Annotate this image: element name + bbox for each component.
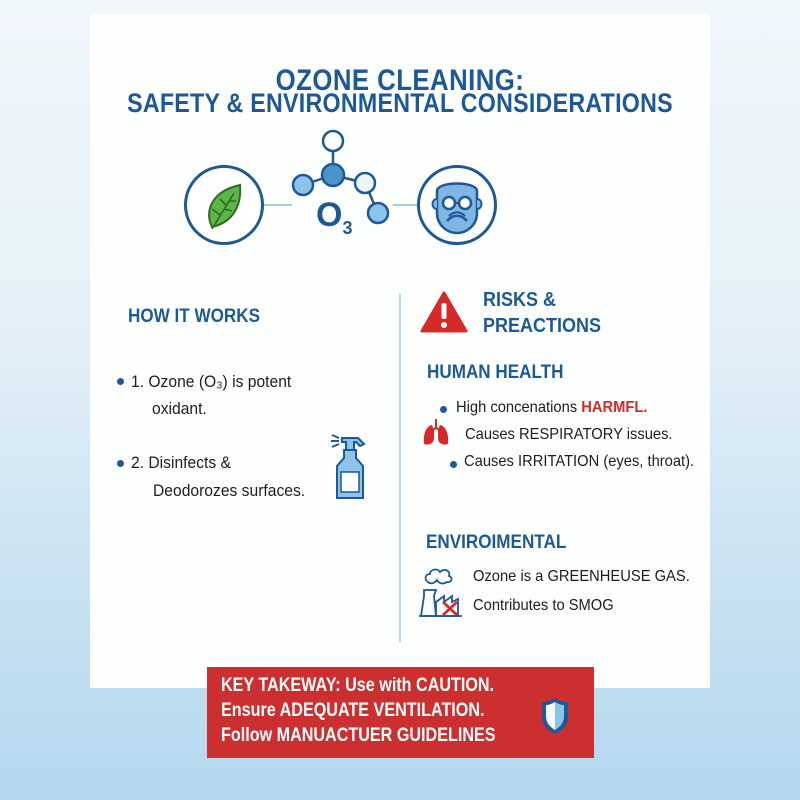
health-item-1-text: High concenations [456,399,582,416]
how-item-2-line2: Deodorozes surfaces. [153,481,306,500]
env-item-2: Contributes to SMOG [473,597,614,614]
harmful-highlight: HARMFL. [581,399,648,416]
leaf-icon [182,163,266,247]
warning-triangle-icon [420,290,468,334]
health-item-3: Causes IRRITATION (eyes, throat). [464,453,695,470]
health-item-2: Causes RESPIRATORY issues. [465,426,673,443]
lungs-icon [421,417,451,447]
factory-pollution-icon [418,566,464,618]
bullet-icon [450,461,457,468]
takeaway-line-2: Ensure ADEQUATE VENTILATION. [221,700,485,721]
spray-bottle-icon [330,432,374,502]
risks-heading-line2: PREACTIONS [483,315,602,337]
ozone-formula [316,196,353,238]
how-item-2-line1: 2. Disinfects & [131,453,231,472]
page-title: OZONE CLEANING: [275,64,525,97]
bullet-icon [117,460,124,467]
ozone-subscript: 3 [342,218,353,238]
bullet-icon [117,378,124,385]
shield-icon [540,696,570,736]
connector-lines [0,0,800,260]
key-takeaway-banner [207,667,594,758]
takeaway-line-3: Follow MANUACTUER GUIDELINES [221,725,496,746]
face-mask-icon [415,163,499,247]
env-item-1: Ozone is a GREENHEUSE GAS. [473,568,690,585]
how-item-1-line1: 1. Ozone (O₃) is potent [131,372,292,391]
how-it-works-heading: HOW IT WORKS [128,306,261,327]
takeaway-line-1: KEY TAKEWAY: Use with CAUTION. [221,675,495,696]
health-item-1 [456,399,647,417]
human-health-heading: HUMAN HEALTH [427,362,564,383]
column-divider [399,294,401,642]
bullet-icon [440,406,447,413]
environmental-heading: ENVIROIMENTAL [426,532,567,553]
how-item-1-line2-text: oxidant. [152,399,207,418]
page-subtitle: SAFETY & ENVIRONMENTAL CONSIDERATIONS [127,88,673,118]
risks-heading-line1: RISKS & [483,289,557,311]
ozone-symbol: O [316,196,343,234]
